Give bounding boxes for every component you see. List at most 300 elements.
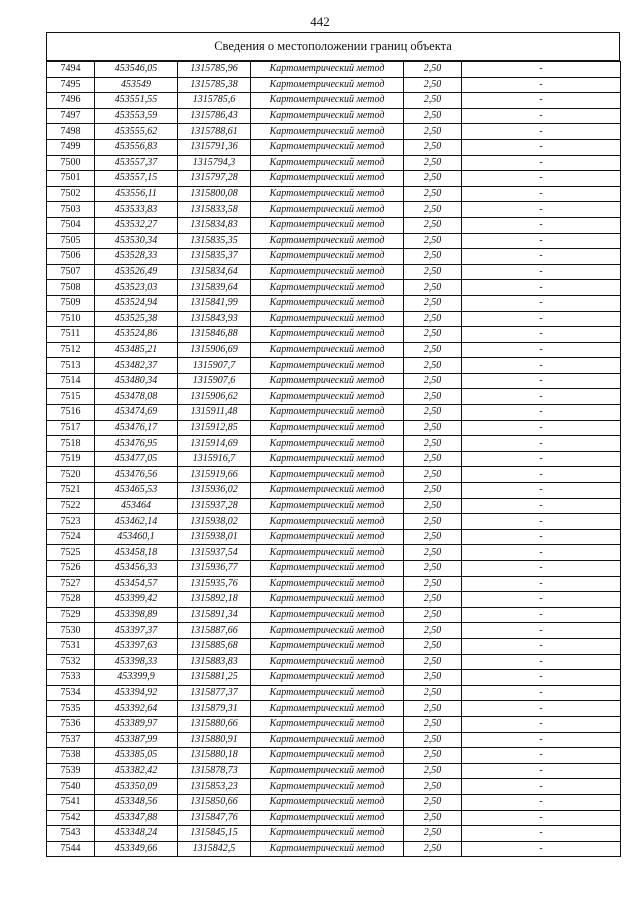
x-coordinate-cell: 453546,05 xyxy=(95,62,178,78)
y-coordinate-cell: 1315794,3 xyxy=(178,155,251,171)
method-cell: Картометрический метод xyxy=(251,716,404,732)
y-coordinate-cell: 1315880,18 xyxy=(178,748,251,764)
section-title: Сведения о местоположении границ объекта xyxy=(46,32,620,61)
x-coordinate-cell: 453464 xyxy=(95,498,178,514)
method-cell: Картометрический метод xyxy=(251,233,404,249)
x-coordinate-cell: 453460,1 xyxy=(95,529,178,545)
description-cell: - xyxy=(462,529,621,545)
x-coordinate-cell: 453480,34 xyxy=(95,373,178,389)
accuracy-cell: 2,50 xyxy=(404,311,462,327)
description-cell: - xyxy=(462,77,621,93)
method-cell: Картометрический метод xyxy=(251,576,404,592)
accuracy-cell: 2,50 xyxy=(404,467,462,483)
method-cell: Картометрический метод xyxy=(251,202,404,218)
method-cell: Картометрический метод xyxy=(251,389,404,405)
x-coordinate-cell: 453465,53 xyxy=(95,483,178,499)
y-coordinate-cell: 1315936,77 xyxy=(178,561,251,577)
description-cell: - xyxy=(462,373,621,389)
point-number-cell: 7505 xyxy=(47,233,95,249)
description-cell: - xyxy=(462,779,621,795)
y-coordinate-cell: 1315880,66 xyxy=(178,716,251,732)
method-cell: Картометрический метод xyxy=(251,280,404,296)
table-row xyxy=(47,701,621,717)
x-coordinate-cell: 453397,63 xyxy=(95,638,178,654)
accuracy-cell: 2,50 xyxy=(404,779,462,795)
method-cell: Картометрический метод xyxy=(251,654,404,670)
accuracy-cell: 2,50 xyxy=(404,592,462,608)
point-number-cell: 7514 xyxy=(47,373,95,389)
accuracy-cell: 2,50 xyxy=(404,841,462,857)
method-cell: Картометрический метод xyxy=(251,763,404,779)
point-number-cell: 7538 xyxy=(47,748,95,764)
point-number-cell: 7500 xyxy=(47,155,95,171)
method-cell: Картометрический метод xyxy=(251,155,404,171)
description-cell: - xyxy=(462,623,621,639)
x-coordinate-cell: 453348,56 xyxy=(95,794,178,810)
table-row xyxy=(47,576,621,592)
point-number-cell: 7536 xyxy=(47,716,95,732)
y-coordinate-cell: 1315938,01 xyxy=(178,529,251,545)
table-row xyxy=(47,592,621,608)
accuracy-cell: 2,50 xyxy=(404,405,462,421)
table-row xyxy=(47,607,621,623)
x-coordinate-cell: 453556,83 xyxy=(95,139,178,155)
method-cell: Картометрический метод xyxy=(251,264,404,280)
table-row xyxy=(47,763,621,779)
y-coordinate-cell: 1315914,69 xyxy=(178,436,251,452)
method-cell: Картометрический метод xyxy=(251,483,404,499)
y-coordinate-cell: 1315847,76 xyxy=(178,810,251,826)
accuracy-cell: 2,50 xyxy=(404,716,462,732)
point-number-cell: 7529 xyxy=(47,607,95,623)
accuracy-cell: 2,50 xyxy=(404,124,462,140)
accuracy-cell: 2,50 xyxy=(404,529,462,545)
table-row xyxy=(47,217,621,233)
x-coordinate-cell: 453556,11 xyxy=(95,186,178,202)
y-coordinate-cell: 1315843,93 xyxy=(178,311,251,327)
accuracy-cell: 2,50 xyxy=(404,249,462,265)
method-cell: Картометрический метод xyxy=(251,62,404,78)
table-row xyxy=(47,233,621,249)
y-coordinate-cell: 1315786,43 xyxy=(178,108,251,124)
point-number-cell: 7533 xyxy=(47,670,95,686)
accuracy-cell: 2,50 xyxy=(404,623,462,639)
description-cell: - xyxy=(462,62,621,78)
point-number-cell: 7525 xyxy=(47,545,95,561)
y-coordinate-cell: 1315797,28 xyxy=(178,171,251,187)
method-cell: Картометрический метод xyxy=(251,327,404,343)
table-row xyxy=(47,249,621,265)
y-coordinate-cell: 1315788,61 xyxy=(178,124,251,140)
description-cell: - xyxy=(462,732,621,748)
point-number-cell: 7532 xyxy=(47,654,95,670)
table-row xyxy=(47,124,621,140)
point-number-cell: 7518 xyxy=(47,436,95,452)
y-coordinate-cell: 1315835,35 xyxy=(178,233,251,249)
description-cell: - xyxy=(462,139,621,155)
description-cell: - xyxy=(462,327,621,343)
point-number-cell: 7495 xyxy=(47,77,95,93)
y-coordinate-cell: 1315907,7 xyxy=(178,358,251,374)
table-body xyxy=(47,62,621,857)
x-coordinate-cell: 453555,62 xyxy=(95,124,178,140)
description-cell: - xyxy=(462,233,621,249)
y-coordinate-cell: 1315881,25 xyxy=(178,670,251,686)
y-coordinate-cell: 1315845,15 xyxy=(178,826,251,842)
table-row xyxy=(47,405,621,421)
y-coordinate-cell: 1315834,83 xyxy=(178,217,251,233)
point-number-cell: 7520 xyxy=(47,467,95,483)
point-number-cell: 7534 xyxy=(47,685,95,701)
point-number-cell: 7524 xyxy=(47,529,95,545)
table-row xyxy=(47,420,621,436)
point-number-cell: 7511 xyxy=(47,327,95,343)
y-coordinate-cell: 1315937,28 xyxy=(178,498,251,514)
table-row xyxy=(47,561,621,577)
accuracy-cell: 2,50 xyxy=(404,670,462,686)
accuracy-cell: 2,50 xyxy=(404,93,462,109)
table-row xyxy=(47,623,621,639)
y-coordinate-cell: 1315891,34 xyxy=(178,607,251,623)
method-cell: Картометрический метод xyxy=(251,139,404,155)
method-cell: Картометрический метод xyxy=(251,685,404,701)
accuracy-cell: 2,50 xyxy=(404,436,462,452)
method-cell: Картометрический метод xyxy=(251,311,404,327)
accuracy-cell: 2,50 xyxy=(404,280,462,296)
y-coordinate-cell: 1315785,96 xyxy=(178,62,251,78)
method-cell: Картометрический метод xyxy=(251,826,404,842)
y-coordinate-cell: 1315937,54 xyxy=(178,545,251,561)
y-coordinate-cell: 1315833,58 xyxy=(178,202,251,218)
accuracy-cell: 2,50 xyxy=(404,186,462,202)
table-row xyxy=(47,748,621,764)
x-coordinate-cell: 453399,9 xyxy=(95,670,178,686)
description-cell: - xyxy=(462,483,621,499)
x-coordinate-cell: 453387,99 xyxy=(95,732,178,748)
point-number-cell: 7530 xyxy=(47,623,95,639)
description-cell: - xyxy=(462,592,621,608)
point-number-cell: 7513 xyxy=(47,358,95,374)
table-row xyxy=(47,202,621,218)
description-cell: - xyxy=(462,405,621,421)
x-coordinate-cell: 453350,09 xyxy=(95,779,178,795)
table-row xyxy=(47,716,621,732)
accuracy-cell: 2,50 xyxy=(404,810,462,826)
description-cell: - xyxy=(462,607,621,623)
description-cell: - xyxy=(462,420,621,436)
description-cell: - xyxy=(462,467,621,483)
y-coordinate-cell: 1315880,91 xyxy=(178,732,251,748)
method-cell: Картометрический метод xyxy=(251,638,404,654)
description-cell: - xyxy=(462,171,621,187)
table-row xyxy=(47,529,621,545)
x-coordinate-cell: 453525,38 xyxy=(95,311,178,327)
point-number-cell: 7512 xyxy=(47,342,95,358)
method-cell: Картометрический метод xyxy=(251,529,404,545)
table-row xyxy=(47,155,621,171)
table-row xyxy=(47,810,621,826)
x-coordinate-cell: 453456,33 xyxy=(95,561,178,577)
point-number-cell: 7535 xyxy=(47,701,95,717)
accuracy-cell: 2,50 xyxy=(404,420,462,436)
method-cell: Картометрический метод xyxy=(251,498,404,514)
accuracy-cell: 2,50 xyxy=(404,358,462,374)
accuracy-cell: 2,50 xyxy=(404,514,462,530)
description-cell: - xyxy=(462,576,621,592)
x-coordinate-cell: 453530,34 xyxy=(95,233,178,249)
description-cell: - xyxy=(462,685,621,701)
description-cell: - xyxy=(462,670,621,686)
accuracy-cell: 2,50 xyxy=(404,264,462,280)
y-coordinate-cell: 1315853,23 xyxy=(178,779,251,795)
y-coordinate-cell: 1315906,62 xyxy=(178,389,251,405)
x-coordinate-cell: 453476,56 xyxy=(95,467,178,483)
accuracy-cell: 2,50 xyxy=(404,342,462,358)
x-coordinate-cell: 453382,42 xyxy=(95,763,178,779)
table-row xyxy=(47,139,621,155)
point-number-cell: 7507 xyxy=(47,264,95,280)
y-coordinate-cell: 1315906,69 xyxy=(178,342,251,358)
point-number-cell: 7502 xyxy=(47,186,95,202)
method-cell: Картометрический метод xyxy=(251,607,404,623)
table-row xyxy=(47,358,621,374)
description-cell: - xyxy=(462,186,621,202)
x-coordinate-cell: 453533,83 xyxy=(95,202,178,218)
y-coordinate-cell: 1315834,64 xyxy=(178,264,251,280)
description-cell: - xyxy=(462,748,621,764)
description-cell: - xyxy=(462,358,621,374)
point-number-cell: 7509 xyxy=(47,295,95,311)
x-coordinate-cell: 453482,37 xyxy=(95,358,178,374)
table-row xyxy=(47,794,621,810)
description-cell: - xyxy=(462,763,621,779)
accuracy-cell: 2,50 xyxy=(404,654,462,670)
accuracy-cell: 2,50 xyxy=(404,295,462,311)
description-cell: - xyxy=(462,498,621,514)
table-row xyxy=(47,498,621,514)
description-cell: - xyxy=(462,810,621,826)
description-cell: - xyxy=(462,280,621,296)
point-number-cell: 7515 xyxy=(47,389,95,405)
x-coordinate-cell: 453477,05 xyxy=(95,451,178,467)
point-number-cell: 7540 xyxy=(47,779,95,795)
description-cell: - xyxy=(462,295,621,311)
accuracy-cell: 2,50 xyxy=(404,607,462,623)
point-number-cell: 7522 xyxy=(47,498,95,514)
table-row xyxy=(47,389,621,405)
method-cell: Картометрический метод xyxy=(251,592,404,608)
description-cell: - xyxy=(462,155,621,171)
accuracy-cell: 2,50 xyxy=(404,155,462,171)
x-coordinate-cell: 453528,33 xyxy=(95,249,178,265)
description-cell: - xyxy=(462,716,621,732)
accuracy-cell: 2,50 xyxy=(404,794,462,810)
table-row xyxy=(47,327,621,343)
table-row xyxy=(47,779,621,795)
x-coordinate-cell: 453485,21 xyxy=(95,342,178,358)
point-number-cell: 7537 xyxy=(47,732,95,748)
y-coordinate-cell: 1315877,37 xyxy=(178,685,251,701)
x-coordinate-cell: 453458,18 xyxy=(95,545,178,561)
method-cell: Картометрический метод xyxy=(251,545,404,561)
point-number-cell: 7503 xyxy=(47,202,95,218)
x-coordinate-cell: 453557,37 xyxy=(95,155,178,171)
accuracy-cell: 2,50 xyxy=(404,498,462,514)
accuracy-cell: 2,50 xyxy=(404,638,462,654)
method-cell: Картометрический метод xyxy=(251,467,404,483)
point-number-cell: 7498 xyxy=(47,124,95,140)
y-coordinate-cell: 1315887,66 xyxy=(178,623,251,639)
method-cell: Картометрический метод xyxy=(251,794,404,810)
x-coordinate-cell: 453349,66 xyxy=(95,841,178,857)
method-cell: Картометрический метод xyxy=(251,810,404,826)
method-cell: Картометрический метод xyxy=(251,373,404,389)
point-number-cell: 7519 xyxy=(47,451,95,467)
method-cell: Картометрический метод xyxy=(251,451,404,467)
y-coordinate-cell: 1315892,18 xyxy=(178,592,251,608)
description-cell: - xyxy=(462,701,621,717)
method-cell: Картометрический метод xyxy=(251,670,404,686)
description-cell: - xyxy=(462,202,621,218)
y-coordinate-cell: 1315912,85 xyxy=(178,420,251,436)
y-coordinate-cell: 1315835,37 xyxy=(178,249,251,265)
y-coordinate-cell: 1315878,73 xyxy=(178,763,251,779)
method-cell: Картометрический метод xyxy=(251,77,404,93)
point-number-cell: 7501 xyxy=(47,171,95,187)
description-cell: - xyxy=(462,841,621,857)
y-coordinate-cell: 1315785,6 xyxy=(178,93,251,109)
boundary-coordinates-table xyxy=(46,61,621,857)
point-number-cell: 7521 xyxy=(47,483,95,499)
x-coordinate-cell: 453462,14 xyxy=(95,514,178,530)
table-row xyxy=(47,77,621,93)
method-cell: Картометрический метод xyxy=(251,124,404,140)
point-number-cell: 7496 xyxy=(47,93,95,109)
point-number-cell: 7504 xyxy=(47,217,95,233)
x-coordinate-cell: 453347,88 xyxy=(95,810,178,826)
y-coordinate-cell: 1315785,38 xyxy=(178,77,251,93)
description-cell: - xyxy=(462,561,621,577)
y-coordinate-cell: 1315885,68 xyxy=(178,638,251,654)
point-number-cell: 7542 xyxy=(47,810,95,826)
accuracy-cell: 2,50 xyxy=(404,139,462,155)
point-number-cell: 7528 xyxy=(47,592,95,608)
table-row xyxy=(47,295,621,311)
y-coordinate-cell: 1315883,83 xyxy=(178,654,251,670)
accuracy-cell: 2,50 xyxy=(404,826,462,842)
table-row xyxy=(47,685,621,701)
accuracy-cell: 2,50 xyxy=(404,685,462,701)
y-coordinate-cell: 1315850,66 xyxy=(178,794,251,810)
x-coordinate-cell: 453524,86 xyxy=(95,327,178,343)
description-cell: - xyxy=(462,217,621,233)
method-cell: Картометрический метод xyxy=(251,217,404,233)
x-coordinate-cell: 453478,08 xyxy=(95,389,178,405)
accuracy-cell: 2,50 xyxy=(404,763,462,779)
method-cell: Картометрический метод xyxy=(251,186,404,202)
table-row xyxy=(47,436,621,452)
accuracy-cell: 2,50 xyxy=(404,732,462,748)
point-number-cell: 7517 xyxy=(47,420,95,436)
table-row xyxy=(47,108,621,124)
x-coordinate-cell: 453385,05 xyxy=(95,748,178,764)
accuracy-cell: 2,50 xyxy=(404,108,462,124)
point-number-cell: 7516 xyxy=(47,405,95,421)
table-row xyxy=(47,670,621,686)
method-cell: Картометрический метод xyxy=(251,405,404,421)
method-cell: Картометрический метод xyxy=(251,171,404,187)
y-coordinate-cell: 1315800,08 xyxy=(178,186,251,202)
accuracy-cell: 2,50 xyxy=(404,561,462,577)
accuracy-cell: 2,50 xyxy=(404,62,462,78)
method-cell: Картометрический метод xyxy=(251,732,404,748)
method-cell: Картометрический метод xyxy=(251,779,404,795)
page-number: 442 xyxy=(310,14,330,29)
y-coordinate-cell: 1315907,6 xyxy=(178,373,251,389)
description-cell: - xyxy=(462,264,621,280)
accuracy-cell: 2,50 xyxy=(404,389,462,405)
method-cell: Картометрический метод xyxy=(251,841,404,857)
y-coordinate-cell: 1315841,99 xyxy=(178,295,251,311)
table-row xyxy=(47,62,621,78)
point-number-cell: 7527 xyxy=(47,576,95,592)
accuracy-cell: 2,50 xyxy=(404,483,462,499)
x-coordinate-cell: 453557,15 xyxy=(95,171,178,187)
description-cell: - xyxy=(462,342,621,358)
point-number-cell: 7526 xyxy=(47,561,95,577)
method-cell: Картометрический метод xyxy=(251,249,404,265)
x-coordinate-cell: 453553,59 xyxy=(95,108,178,124)
accuracy-cell: 2,50 xyxy=(404,373,462,389)
x-coordinate-cell: 453398,89 xyxy=(95,607,178,623)
description-cell: - xyxy=(462,545,621,561)
method-cell: Картометрический метод xyxy=(251,108,404,124)
table-row xyxy=(47,186,621,202)
accuracy-cell: 2,50 xyxy=(404,327,462,343)
method-cell: Картометрический метод xyxy=(251,748,404,764)
table-row xyxy=(47,311,621,327)
point-number-cell: 7510 xyxy=(47,311,95,327)
table-row xyxy=(47,638,621,654)
accuracy-cell: 2,50 xyxy=(404,233,462,249)
description-cell: - xyxy=(462,108,621,124)
description-cell: - xyxy=(462,794,621,810)
x-coordinate-cell: 453524,94 xyxy=(95,295,178,311)
accuracy-cell: 2,50 xyxy=(404,748,462,764)
x-coordinate-cell: 453549 xyxy=(95,77,178,93)
table-row xyxy=(47,545,621,561)
method-cell: Картометрический метод xyxy=(251,514,404,530)
x-coordinate-cell: 453551,55 xyxy=(95,93,178,109)
accuracy-cell: 2,50 xyxy=(404,217,462,233)
accuracy-cell: 2,50 xyxy=(404,171,462,187)
description-cell: - xyxy=(462,249,621,265)
method-cell: Картометрический метод xyxy=(251,93,404,109)
y-coordinate-cell: 1315916,7 xyxy=(178,451,251,467)
description-cell: - xyxy=(462,436,621,452)
description-cell: - xyxy=(462,826,621,842)
accuracy-cell: 2,50 xyxy=(404,451,462,467)
x-coordinate-cell: 453476,17 xyxy=(95,420,178,436)
method-cell: Картометрический метод xyxy=(251,701,404,717)
table-row xyxy=(47,264,621,280)
point-number-cell: 7544 xyxy=(47,841,95,857)
description-cell: - xyxy=(462,389,621,405)
y-coordinate-cell: 1315839,64 xyxy=(178,280,251,296)
method-cell: Картометрический метод xyxy=(251,623,404,639)
x-coordinate-cell: 453454,57 xyxy=(95,576,178,592)
table-row xyxy=(47,514,621,530)
